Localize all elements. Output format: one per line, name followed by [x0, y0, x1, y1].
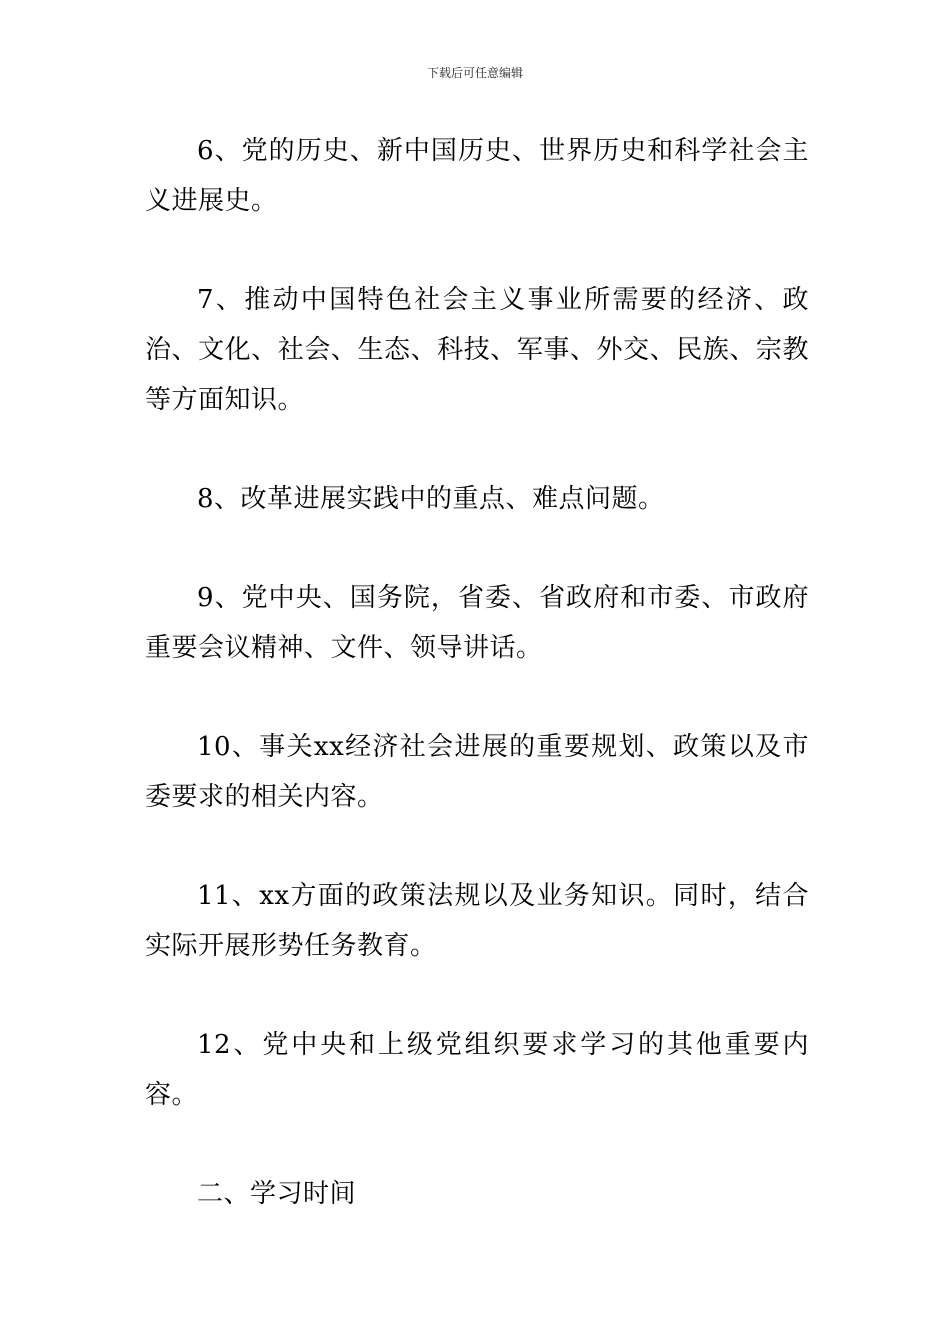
paragraph-item-8: 8、改革进展实践中的重点、难点问题。: [197, 484, 665, 514]
document-body: [145, 126, 809, 1268]
paragraph-item-9: 9、党中央、国务院，省委、省政府和市委、市政府重要会议精神、文件、领导讲话。: [145, 583, 809, 663]
paragraph-item-12: 12、党中央和上级党组织要求学习的其他重要内容。: [145, 1030, 809, 1110]
paragraph-item-7: 7、推动中国特色社会主义事业所需要的经济、政治、文化、社会、生态、科技、军事、外交、民族、宗教等方面知识。: [145, 285, 809, 415]
paragraph-item-10: 10、事关xx经济社会进展的重要规划、政策以及市委要求的相关内容。: [145, 732, 809, 812]
paragraph-item-6: 6、党的历史、新中国历史、世界历史和科学社会主义进展史。: [145, 136, 809, 216]
page-header: 下载后可任意编辑: [426, 66, 523, 80]
paragraph-item-11: 11、xx方面的政策法规以及业务知识。同时，结合实际开展形势任务教育。: [145, 881, 809, 961]
section-heading-study-time: 二、学习时间: [197, 1179, 357, 1209]
